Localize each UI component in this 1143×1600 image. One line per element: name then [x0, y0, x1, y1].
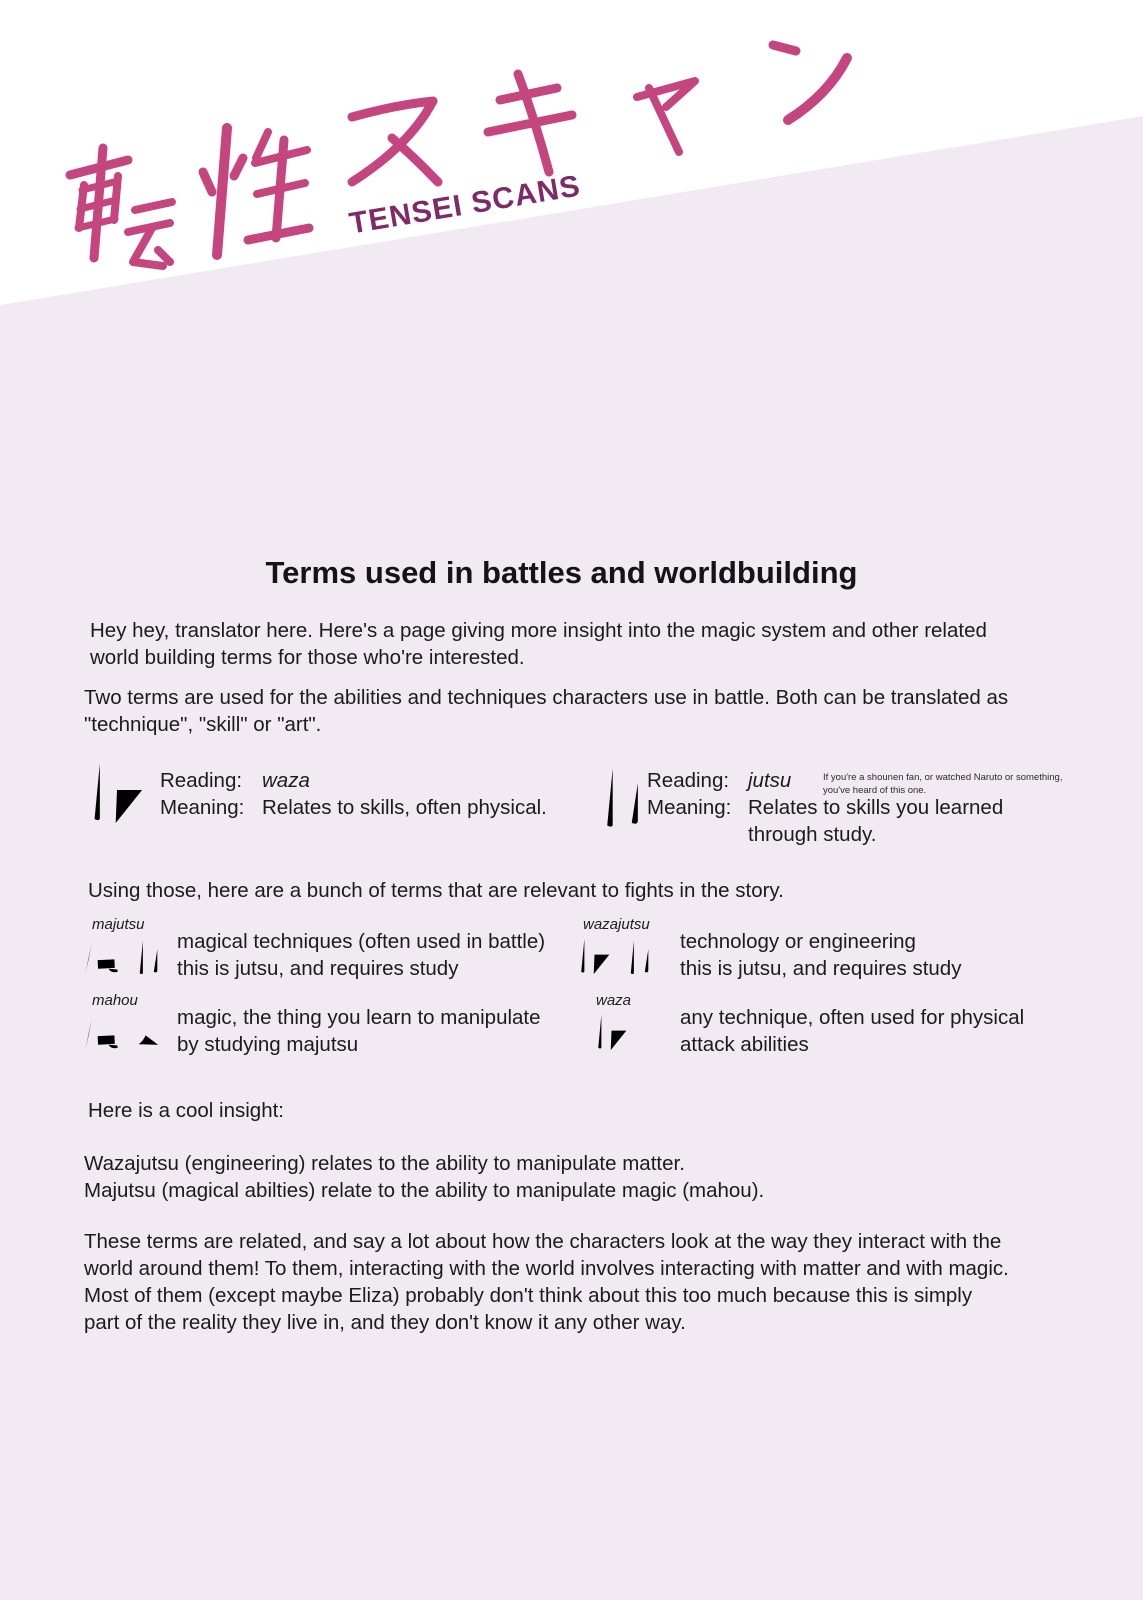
- kanji-waza-glyph: [575, 937, 614, 977]
- insight-majutsu-line: Majutsu (magical abilties) relate to the ability to manipulate magic (mahou).: [84, 1179, 765, 1202]
- waza-reading-value: waza: [262, 769, 310, 792]
- jutsu-naruto-note: If you're a shounen fan, or watched Naruto or something, you've heard of this one.: [823, 772, 1063, 796]
- waza-meaning-label: Meaning:: [160, 796, 245, 819]
- term-majutsu-romaji: majutsu: [92, 916, 145, 933]
- term-majutsu-line2: this is jutsu, and requires study: [177, 957, 459, 980]
- jutsu-meaning-value: Relates to skills you learned through study.: [748, 796, 1004, 846]
- term-waza-romaji: waza: [596, 992, 632, 1009]
- logo-english-wordmark: TENSEI SCANS: [347, 169, 583, 241]
- terms-intro-line: Using those, here are a bunch of terms that are relevant to fights in the story.: [88, 879, 784, 902]
- jutsu-reading-value: jutsu: [748, 769, 792, 792]
- insight-conclusion: [84, 1228, 1064, 1336]
- kanji-hou-glyph: [123, 1013, 162, 1053]
- term-mahou-line2: by studying majutsu: [177, 1033, 359, 1056]
- term-waza-line1: any technique, often used for physical: [680, 1006, 1025, 1029]
- kanji-jutsu-glyph: [123, 937, 162, 977]
- conclusion-line: world around them! To them, interacting with the world involves interacting with matter and with magic.: [84, 1257, 1009, 1280]
- kanji-jutsu-glyph: [578, 760, 646, 834]
- term-mahou-line1: magic, the thing you learn to manipulate: [177, 1006, 541, 1029]
- conclusion-line: Most of them (except maybe Eliza) probably don't think about this too much because this is simply: [84, 1284, 973, 1307]
- kanji-jutsu-glyph: [614, 937, 653, 977]
- insight-intro: Here is a cool insight:: [88, 1099, 284, 1122]
- jutsu-meaning-label: Meaning:: [647, 796, 732, 819]
- jutsu-reading-label: Reading:: [647, 769, 730, 792]
- waza-meaning-value: Relates to skills, often physical.: [262, 796, 547, 819]
- kanji-waza-glyph: [84, 753, 150, 835]
- term-mahou-romaji: mahou: [92, 992, 138, 1009]
- term-waza-line2: attack abilities: [680, 1033, 809, 1056]
- term-wazajutsu-line1: technology or engineering: [680, 930, 916, 953]
- term-majutsu-line1: magical techniques (often used in battle): [177, 930, 546, 953]
- insight-wazajutsu-line: Wazajutsu (engineering) relates to the ability to manipulate matter.: [84, 1152, 685, 1175]
- kanji-ma-glyph: [84, 937, 123, 977]
- conclusion-line: These terms are related, and say a lot about how the characters look at the way they interact with the: [84, 1230, 1002, 1253]
- waza-reading-label: Reading:: [160, 769, 243, 792]
- page-title: Terms used in battles and worldbuilding: [265, 555, 858, 590]
- intro-paragraph-2: Two terms are used for the abilities and techniques characters use in battle. Both can be translated as "technique", "skill" or "art".: [84, 686, 1009, 736]
- conclusion-line: part of the reality they live in, and they don't know it any other way.: [84, 1311, 686, 1334]
- kanji-waza-glyph: [592, 1013, 631, 1053]
- logo-japanese-calligraphy: [0, 0, 900, 300]
- term-wazajutsu-romaji: wazajutsu: [583, 916, 650, 933]
- term-wazajutsu-line2: this is jutsu, and requires study: [680, 957, 962, 980]
- intro-paragraph-1: Hey hey, translator here. Here's a page giving more insight into the magic system and other related world building terms for those who're interested.: [90, 619, 987, 669]
- kanji-ma-glyph: [84, 1013, 123, 1053]
